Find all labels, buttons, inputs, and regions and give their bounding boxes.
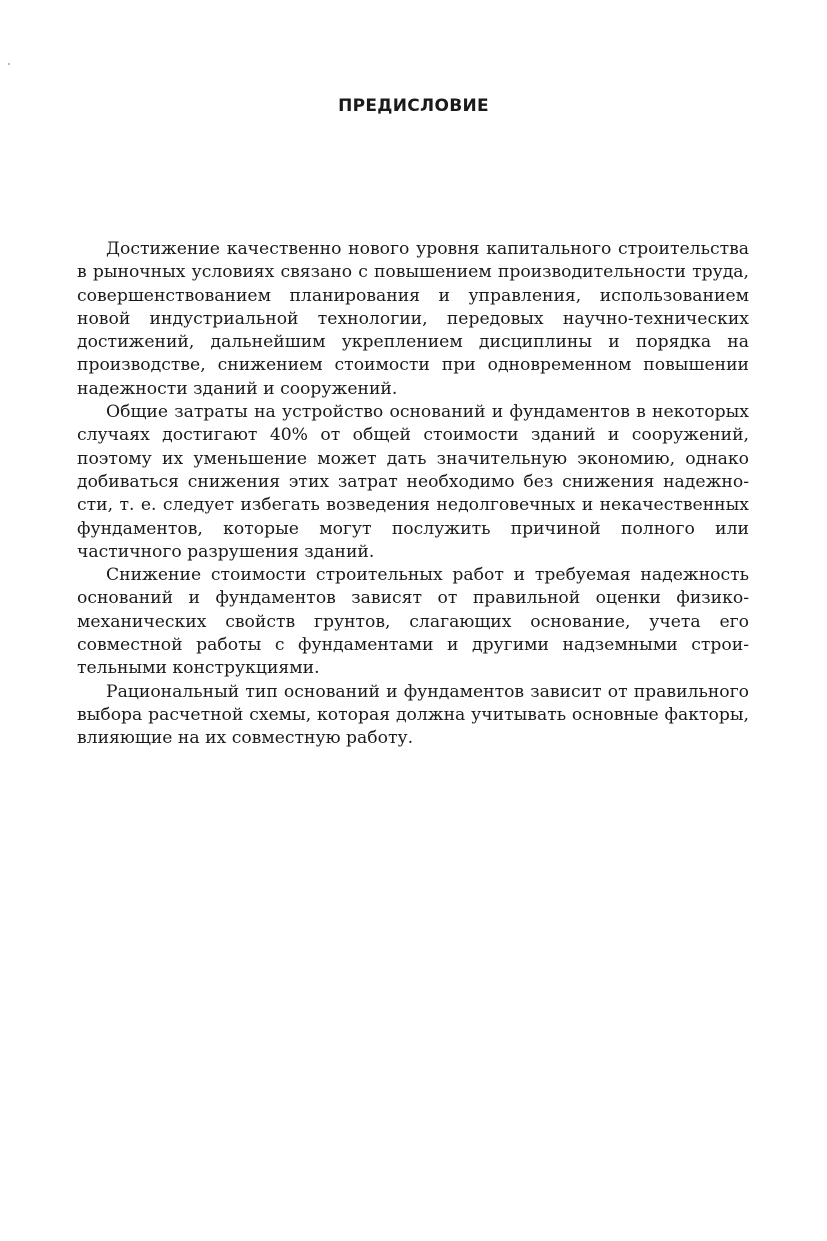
body-text xyxy=(77,238,749,751)
paragraph-2: Общие затраты на устройство оснований и фундаментов в некоторых случаях достигают 40% от общей стоимости зданий и сооружений, поэтому их уменьшение может дать значительную экономию, однако добиваться снижения этих затрат необходимо без снижения надежности, т. е. следует избегать возведения недолговечных и некачественных фундаментов, которые могут послужить причиной полного или частичного разрушения зданий. xyxy=(77,402,749,562)
scan-speck xyxy=(8,63,10,65)
paragraph-1: Достижение качественно нового уровня капитального строительства в рыночных условиях связано с повышением производительности труда, совершенствованием планирования и управления, использованием новой индустриальной технологии, передовых научно-технических достижений, дальнейшим укреплением дисциплины и порядка на производстве, снижением стоимости при одновременном повышении надежности зданий и сооружений. xyxy=(77,239,749,399)
page-title: ПРЕДИСЛОВИЕ xyxy=(338,96,489,116)
paragraph-4: Рациональный тип оснований и фундаментов зависит от правильного выбора расчетной схемы, которая должна учитывать основные факторы, влияющие на их совместную работу. xyxy=(77,681,749,749)
paragraph-3: Снижение стоимости строительных работ и требуемая надежность оснований и фундаментов зависят от правильной оценки физико-механических свойств грунтов, слагающих основание, учета его совместной работы с фундаментами и другими надземными строительными конструкциями. xyxy=(77,565,749,679)
